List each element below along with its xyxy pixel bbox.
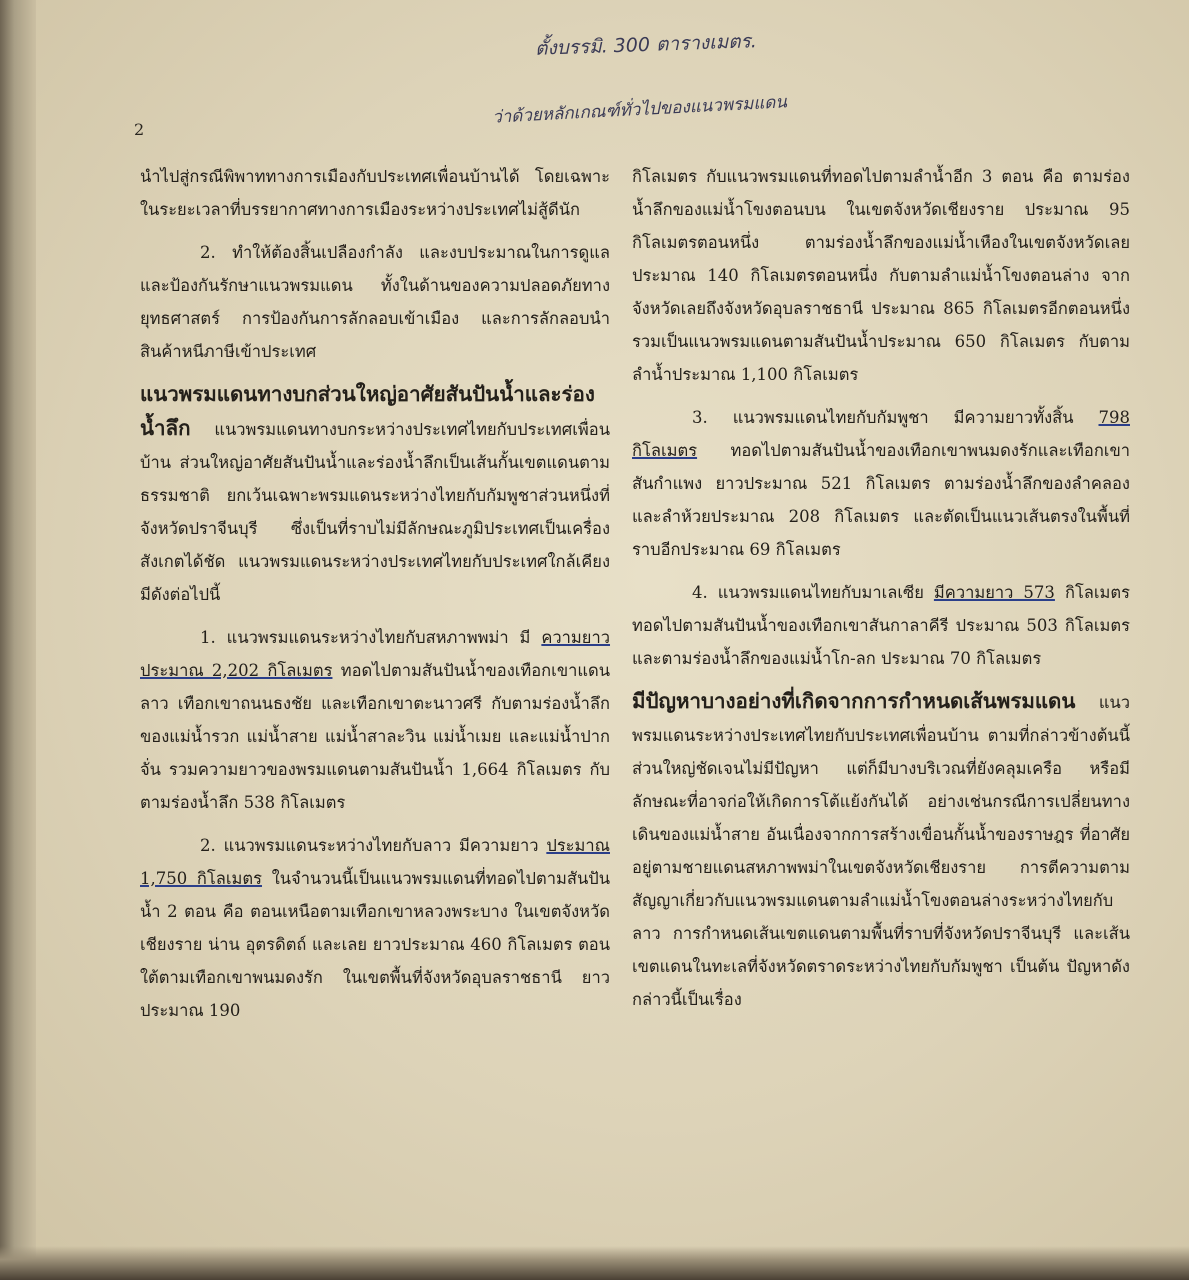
section-paragraph: [632, 685, 1130, 1016]
paragraph-intro: 2. แนวพรมแดนระหว่างไทยกับลาว มีความยาว: [200, 836, 539, 855]
paragraph-malaysia: [632, 576, 1130, 675]
paragraph-intro: 1. แนวพรมแดนระหว่างไทยกับสหภาพพม่า มี: [200, 628, 531, 647]
underlined-length: มีความยาว 573: [933, 583, 1055, 602]
left-column: [140, 160, 610, 1037]
section-heading: มีปัญหาบางอย่างที่เกิดจากการกำหนดเส้นพรมแดน: [632, 689, 1076, 713]
page-number: 2: [134, 120, 145, 139]
handwritten-note-top: ตั้งบรรมิ. 300 ตารางเมตร.: [534, 30, 758, 60]
paragraph: 2. ทำให้ต้องสิ้นเปลืองกำลัง และงบประมาณในการดูแลและป้องกันรักษาแนวพรมแดน ทั้งในด้านของความปลอดภัยทางยุทธศาสตร์ การป้องกันการลักลอบเข้าเมือง และการลักลอบนำสินค้าหนีภาษีเข้าประเทศ: [140, 243, 610, 361]
paragraph-text: แนวพรมแดนระหว่างประเทศไทยกับประเทศเพื่อนบ้าน ตามที่กล่าวข้างต้นนี้ ส่วนใหญ่ชัดเจนไม่มีปัญหา แต่ก็มีบางบริเวณที่ยังคลุมเครือ หรือมีลักษณะที่อาจก่อให้เกิดการโต้แย้งกันได้ อย่างเช่นกรณีการเปลี่ยนทางเดินของแม่น้ำสาย อันเนื่องจากการสร้างเขื่อนกั้นน้ำของราษฎร ที่อาศัยอยู่ตามชายแดนสหภาพพม่าในเขตจังหวัดเชียงราย การตีความตามสัญญาเกี่ยวกับแนวพรมแดนตามลำแม่น้ำโขงตอนล่างระหว่างไทยกับลาว การกำหนดเส้นเขตแดนตามพื้นที่ราบที่จังหวัดปราจีนบุรี และเส้นเขตแดนในทะเลที่จังหวัดตราดระหว่างไทยกับกัมพูชา เป็นต้น ปัญหาดังกล่าวนี้เป็นเรื่อง: [632, 693, 1130, 1009]
paragraph-myanmar: [140, 621, 610, 819]
paragraph-text: ทอดไปตามสันปันน้ำของเทือกเขาแดนลาว เทือกเขาถนนธงชัย และเทือกเขาตะนาวศรี กับตามร่องน้ำลึกของแม่น้ำรวก แม่น้ำสาย แม่น้ำสาละวิน แม่น้ำเมย และแม่น้ำปากจั่น รวมความยาวของพรมแดนตามสันปันน้ำ 1,664 กิโลเมตร กับตามร่องน้ำลึก 538 กิโลเมตร: [140, 661, 610, 812]
paragraph: นำไปสู่กรณีพิพาททางการเมืองกับประเทศเพื่อนบ้านได้ โดยเฉพาะในระยะเวลาที่บรรยากาศทางการเมืองระหว่างประเทศไม่สู้ดีนัก: [140, 167, 610, 219]
handwritten-note-second: ว่าด้วยหลักเกณฑ์ทั่วไปของแนวพรมแดน: [491, 92, 788, 128]
underlined-length: ความยาวประมาณ 2,202 กิโลเมตร: [140, 628, 611, 680]
section-paragraph: [140, 378, 610, 611]
page-edge-left: [0, 0, 36, 1280]
paragraph-text: กิโลเมตร ทอดไปตามสันปันน้ำของเทือกเขาสันกาลาคีรี ประมาณ 503 กิโลเมตร และตามร่องน้ำลึกของแม่น้ำโก-ลก ประมาณ 70 กิโลเมตร: [632, 583, 1131, 668]
paragraph-text: ทอดไปตามสันปันน้ำของเทือกเขาพนมดงรักและเทือกเขาสันกำแพง ยาวประมาณ 521 กิโลเมตร ตามร่องน้ำลึกของลำคลอง และลำห้วยประมาณ 208 กิโลเมตร และตัดเป็นแนวเส้นตรงในพื้นที่ราบอีกประมาณ 69 กิโลเมตร: [632, 441, 1130, 559]
page-edge-bottom: [0, 1246, 1189, 1280]
underlined-length: ประมาณ 1,750 กิโลเมตร: [140, 836, 610, 888]
paragraph-cambodia: [632, 401, 1130, 566]
paragraph-text: ในจำนวนนี้เป็นแนวพรมแดนที่ทอดไปตามสันปันน้ำ 2 ตอน คือ ตอนเหนือตามเทือกเขาหลวงพระบาง ในเขตจังหวัดเชียงราย น่าน อุตรดิตถ์ และเลย ยาวประมาณ 460 กิโลเมตร ตอนใต้ตามเทือกเขาพนมดงรัก ในเขตพื้นที่จังหวัดอุบลราชธานี ยาวประมาณ 190: [140, 869, 610, 1020]
paragraph: กิโลเมตร กับแนวพรมแดนที่ทอดไปตามลำน้ำอีก 3 ตอน คือ ตามร่องน้ำลึกของแม่น้ำโขงตอนบน ในเขตจังหวัดเชียงราย ประมาณ 95 กิโลเมตรตอนหนึ่ง ตามร่องน้ำลึกของแม่น้ำเหืองในเขตจังหวัดเลย ประมาณ 140 กิโลเมตรตอนหนึ่ง กับตามลำแม่น้ำโขงตอนล่าง จากจังหวัดเลยถึงจังหวัดอุบลราชธานี ประมาณ 865 กิโลเมตรอีกตอนหนึ่ง รวมเป็นแนวพรมแดนตามสันปันน้ำประมาณ 650 กิโลเมตร กับตามลำน้ำประมาณ 1,100 กิโลเมตร: [632, 167, 1130, 384]
underlined-length: 798 กิโลเมตร: [632, 408, 1130, 460]
paragraph-intro: 4. แนวพรมแดนไทยกับมาเลเซีย: [692, 583, 924, 602]
right-column: [632, 160, 1130, 1026]
section-heading: แนวพรมแดนทางบกส่วนใหญ่อาศัยสันปันน้ำและร่องน้ำลึก: [140, 382, 595, 440]
paragraph-laos: [140, 829, 610, 1027]
paragraph-intro: 3. แนวพรมแดนไทยกับกัมพูชา มีความยาวทั้งสิ้น: [692, 408, 1074, 427]
paragraph-text: แนวพรมแดนทางบกระหว่างประเทศไทยกับประเทศเพื่อนบ้าน ส่วนใหญ่อาศัยสันปันน้ำและร่องน้ำลึกเป็นเส้นกั้นเขตแดนตามธรรมชาติ ยกเว้นเฉพาะพรมแดนระหว่างไทยกับกัมพูชาส่วนหนึ่งที่จังหวัดปราจีนบุรี ซึ่งเป็นที่ราบไม่มีลักษณะภูมิประเทศเป็นเครื่องสังเกตได้ชัด แนวพรมแดนระหว่างประเทศไทยกับประเทศใกล้เคียง มีดังต่อไปนี้: [140, 420, 610, 604]
